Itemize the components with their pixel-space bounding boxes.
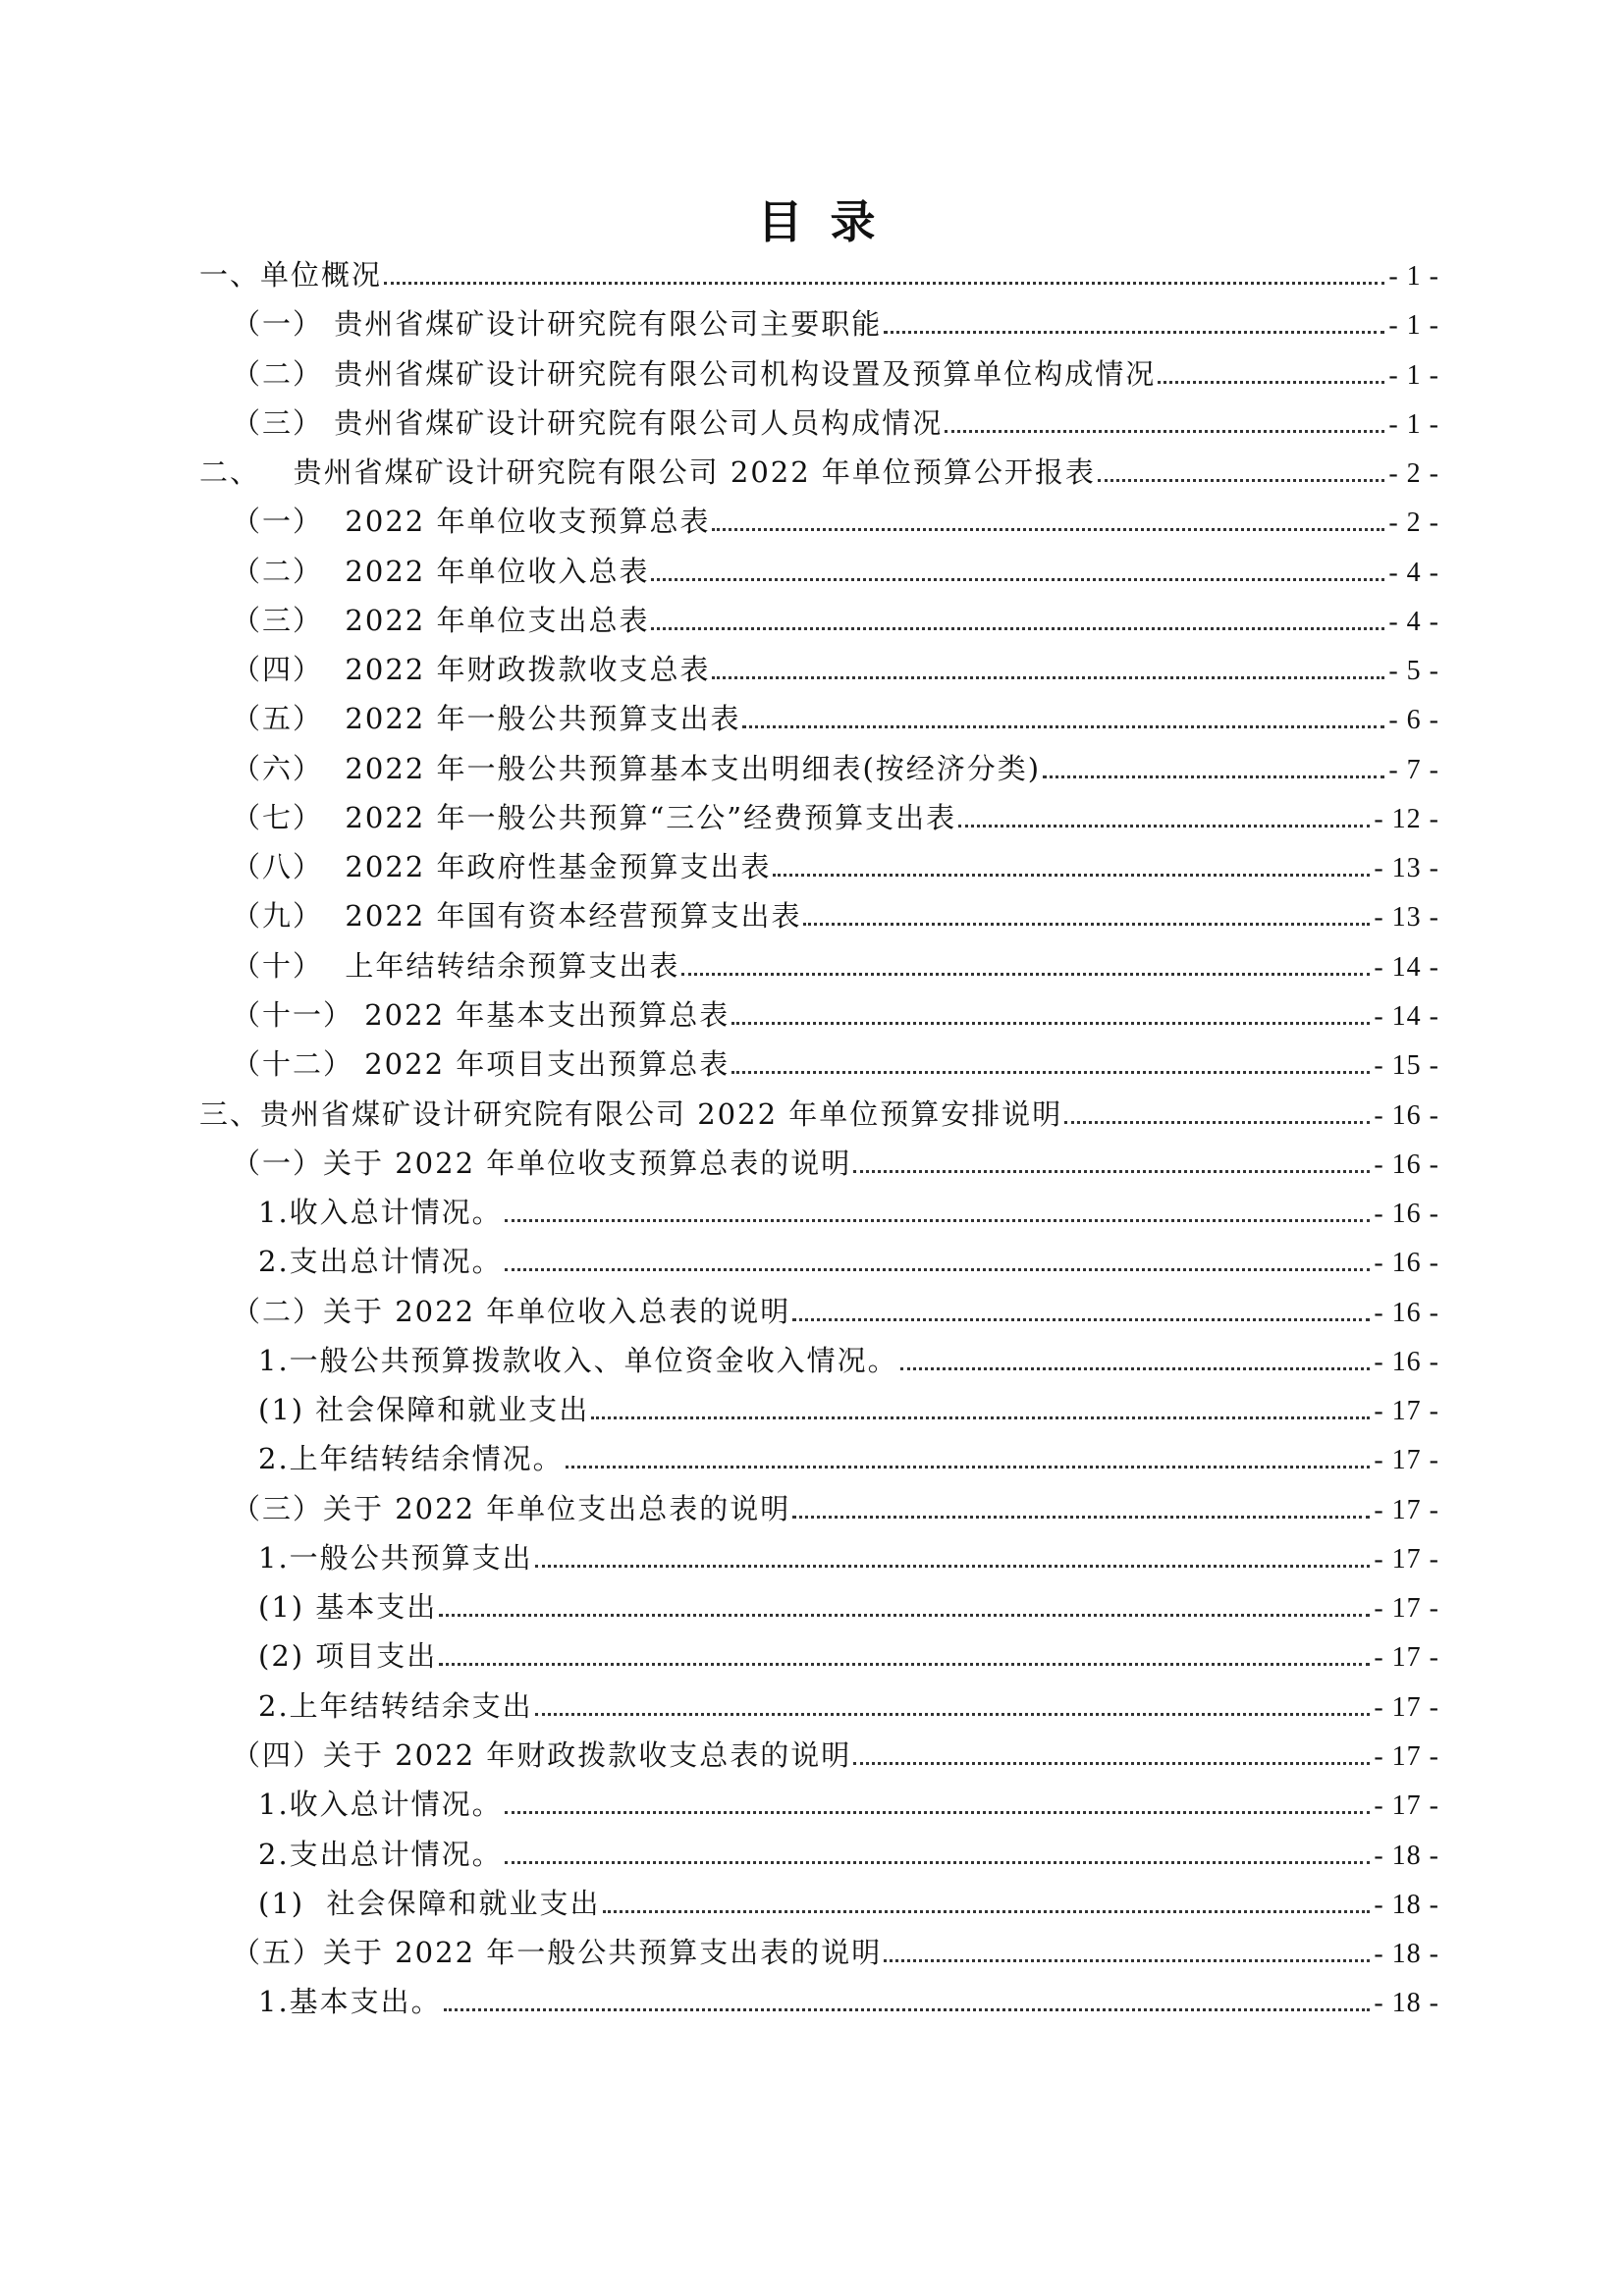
toc-page-number: - 17 - xyxy=(1374,1396,1439,1427)
toc-entry xyxy=(199,349,1439,399)
toc-leader-dots xyxy=(535,1565,1371,1568)
toc-entry-label: （九） 2022 年国有资本经营预算支出表 xyxy=(232,899,802,934)
toc-leader-dots xyxy=(439,1663,1370,1666)
toc-leader-dots xyxy=(1064,1121,1370,1124)
toc-entry xyxy=(199,645,1439,694)
toc-entry-label: （五） 2022 年一般公共预算支出表 xyxy=(232,702,741,736)
toc-entry xyxy=(199,1139,1439,1188)
toc-entry xyxy=(199,1434,1439,1483)
toc-leader-dots xyxy=(444,2008,1371,2011)
toc-leader-dots xyxy=(712,676,1384,679)
toc-entry-label: 三、贵州省煤矿设计研究院有限公司 2022 年单位预算安排说明 xyxy=(199,1096,1063,1131)
toc-entry xyxy=(199,842,1439,891)
toc-leader-dots xyxy=(742,725,1384,728)
toc-entry xyxy=(199,299,1439,348)
toc-page-number: - 14 - xyxy=(1374,1000,1439,1032)
toc-leader-dots xyxy=(731,1071,1370,1074)
toc-leader-dots xyxy=(651,578,1384,581)
toc-page-number: - 17 - xyxy=(1374,1642,1439,1674)
toc-entry-label: （三） 贵州省煤矿设计研究院有限公司人员构成情况 xyxy=(232,405,944,440)
toc-entry-label: （二）关于 2022 年单位收入总表的说明 xyxy=(232,1294,791,1328)
toc-entry xyxy=(199,1731,1439,1780)
page-title: 目 录 xyxy=(757,195,882,248)
toc-page-number: - 7 - xyxy=(1388,754,1439,785)
toc-entry-label: 1.一般公共预算拨款收入、单位资金收入情况。 xyxy=(258,1343,898,1377)
toc-entry xyxy=(199,1237,1439,1286)
toc-page-number: - 16 - xyxy=(1374,1248,1439,1279)
toc-leader-dots xyxy=(566,1466,1371,1468)
toc-entry xyxy=(199,1287,1439,1336)
toc-entry-label: (1) 社会保障和就业支出 xyxy=(258,1393,590,1427)
toc-page-number: - 1 - xyxy=(1388,310,1439,342)
toc-entry-label: （六） 2022 年一般公共预算基本支出明细表(按经济分类) xyxy=(232,751,1042,785)
toc-leader-dots xyxy=(884,331,1384,334)
toc-page-number: - 4 - xyxy=(1388,606,1439,637)
toc-entry-label: 2.支出总计情况。 xyxy=(258,1837,503,1871)
toc-leader-dots xyxy=(958,825,1370,828)
toc-entry-label: 1.一般公共预算支出 xyxy=(258,1540,533,1575)
toc-entry-label: 二、 贵州省煤矿设计研究院有限公司 2022 年单位预算公开报表 xyxy=(199,455,1096,490)
toc-entry-label: （十一） 2022 年基本支出预算总表 xyxy=(232,997,731,1032)
toc-entry xyxy=(199,547,1439,596)
toc-entry xyxy=(199,891,1439,940)
toc-leader-dots xyxy=(945,430,1384,433)
toc-entry-label: 1.基本支出。 xyxy=(258,1985,442,2019)
toc-entry xyxy=(199,793,1439,842)
toc-page-number: - 1 - xyxy=(1388,261,1439,292)
toc-page-number: - 6 - xyxy=(1388,705,1439,736)
toc-leader-dots xyxy=(535,1713,1371,1716)
toc-entry-label: (1) 社会保障和就业支出 xyxy=(258,1886,601,1920)
toc-page-number: - 14 - xyxy=(1374,951,1439,983)
toc-entry-label: （三） 2022 年单位支出总表 xyxy=(232,603,650,637)
toc-leader-dots xyxy=(1043,775,1384,778)
toc-leader-dots xyxy=(603,1910,1371,1913)
toc-page-number: - 4 - xyxy=(1388,557,1439,588)
toc-leader-dots xyxy=(792,1318,1370,1321)
toc-entry-label: (2) 项目支出 xyxy=(258,1639,438,1674)
toc-page-number: - 1 - xyxy=(1388,359,1439,391)
toc-entry-label: 2.支出总计情况。 xyxy=(258,1245,503,1279)
toc-entry xyxy=(199,1336,1439,1385)
toc-leader-dots xyxy=(853,1170,1370,1173)
toc-page-number: - 2 - xyxy=(1388,507,1439,539)
toc-entry xyxy=(199,1830,1439,1879)
toc-leader-dots xyxy=(712,528,1384,531)
toc-leader-dots xyxy=(505,1268,1371,1271)
toc-entry-label: （二） 贵州省煤矿设计研究院有限公司机构设置及预算单位构成情况 xyxy=(232,356,1157,391)
toc-entry xyxy=(199,1977,1439,2026)
toc-entry-label: 1.收入总计情况。 xyxy=(258,1196,503,1230)
toc-entry xyxy=(199,250,1439,299)
toc-leader-dots xyxy=(803,923,1370,926)
toc-entry xyxy=(199,1484,1439,1533)
toc-page-number: - 2 - xyxy=(1388,458,1439,490)
toc-leader-dots xyxy=(591,1416,1370,1419)
toc-leader-dots xyxy=(884,1959,1370,1962)
toc-page-number: - 18 - xyxy=(1374,1889,1439,1920)
toc-entry xyxy=(199,448,1439,497)
toc-entry xyxy=(199,1682,1439,1731)
toc-entry-label: （一）关于 2022 年单位收支预算总表的说明 xyxy=(232,1146,852,1180)
toc-page-number: - 16 - xyxy=(1374,1199,1439,1230)
toc-page-number: - 16 - xyxy=(1374,1297,1439,1328)
toc-page-number: - 18 - xyxy=(1374,1988,1439,2019)
toc-entry-label: （八） 2022 年政府性基金预算支出表 xyxy=(232,850,772,884)
toc-page-number: - 17 - xyxy=(1374,1790,1439,1822)
toc-entry-label: （五）关于 2022 年一般公共预算支出表的说明 xyxy=(232,1936,883,1970)
toc-entry-label: （一） 贵州省煤矿设计研究院有限公司主要职能 xyxy=(232,307,883,342)
toc-entry xyxy=(199,1780,1439,1829)
toc-entry xyxy=(199,1533,1439,1582)
toc-entry xyxy=(199,1090,1439,1139)
toc-leader-dots xyxy=(853,1762,1370,1765)
toc-page-number: - 17 - xyxy=(1374,1691,1439,1723)
toc-entry-label: （七） 2022 年一般公共预算“三公”经费预算支出表 xyxy=(232,800,957,834)
toc-entry xyxy=(199,1188,1439,1237)
toc-page-number: - 16 - xyxy=(1374,1346,1439,1377)
toc-page-number: - 17 - xyxy=(1374,1445,1439,1476)
toc-entry-label: （十二） 2022 年项目支出预算总表 xyxy=(232,1047,731,1082)
toc-page-number: - 17 - xyxy=(1374,1543,1439,1575)
toc-entry xyxy=(199,694,1439,743)
toc-entry xyxy=(199,1631,1439,1681)
toc-entry xyxy=(199,596,1439,645)
toc-leader-dots xyxy=(439,1614,1370,1617)
toc-page-number: - 5 - xyxy=(1388,656,1439,687)
toc-entry xyxy=(199,1582,1439,1631)
toc-page-number: - 15 - xyxy=(1374,1050,1439,1082)
toc-entry-label: 一、单位概况 xyxy=(199,258,383,292)
table-of-contents xyxy=(199,250,1439,2027)
toc-entry-label: （十） 上年结转结余预算支出表 xyxy=(232,948,680,983)
toc-page-number: - 16 - xyxy=(1374,1148,1439,1180)
toc-entry xyxy=(199,1928,1439,1977)
toc-entry-label: （四） 2022 年财政拨款收支总表 xyxy=(232,653,711,687)
toc-leader-dots xyxy=(900,1367,1371,1370)
toc-leader-dots xyxy=(731,1022,1370,1025)
toc-entry-label: (1) 基本支出 xyxy=(258,1590,438,1625)
toc-leader-dots xyxy=(1158,381,1384,384)
toc-entry-label: 2.上年结转结余情况。 xyxy=(258,1442,564,1476)
toc-leader-dots xyxy=(1098,479,1384,482)
toc-page-number: - 17 - xyxy=(1374,1740,1439,1772)
toc-page-number: - 18 - xyxy=(1374,1840,1439,1871)
toc-entry xyxy=(199,399,1439,448)
toc-entry xyxy=(199,1385,1439,1434)
toc-leader-dots xyxy=(651,627,1384,630)
toc-entry xyxy=(199,941,1439,990)
toc-page-number: - 17 - xyxy=(1374,1494,1439,1525)
toc-leader-dots xyxy=(505,1219,1371,1222)
toc-page-number: - 12 - xyxy=(1374,803,1439,834)
toc-entry-label: 1.收入总计情况。 xyxy=(258,1788,503,1822)
toc-entry xyxy=(199,990,1439,1040)
toc-entry xyxy=(199,497,1439,546)
toc-leader-dots xyxy=(792,1516,1370,1519)
toc-entry xyxy=(199,1879,1439,1928)
toc-page-number: - 13 - xyxy=(1374,902,1439,934)
toc-page-number: - 17 - xyxy=(1374,1593,1439,1625)
toc-entry xyxy=(199,744,1439,793)
toc-leader-dots xyxy=(681,973,1370,976)
toc-leader-dots xyxy=(505,1811,1371,1814)
toc-page-number: - 18 - xyxy=(1374,1939,1439,1970)
toc-entry-label: 2.上年结转结余支出 xyxy=(258,1688,533,1723)
toc-page-number: - 1 - xyxy=(1388,408,1439,440)
toc-entry xyxy=(199,1040,1439,1089)
toc-entry-label: （三）关于 2022 年单位支出总表的说明 xyxy=(232,1491,791,1525)
toc-entry-label: （二） 2022 年单位收入总表 xyxy=(232,554,650,588)
toc-entry-label: （四）关于 2022 年财政拨款收支总表的说明 xyxy=(232,1737,852,1772)
toc-page-number: - 13 - xyxy=(1374,853,1439,884)
toc-page-number: - 16 - xyxy=(1374,1099,1439,1131)
toc-leader-dots xyxy=(384,282,1384,285)
toc-entry-label: （一） 2022 年单位收支预算总表 xyxy=(232,505,711,539)
toc-leader-dots xyxy=(773,874,1370,877)
toc-leader-dots xyxy=(505,1861,1371,1864)
